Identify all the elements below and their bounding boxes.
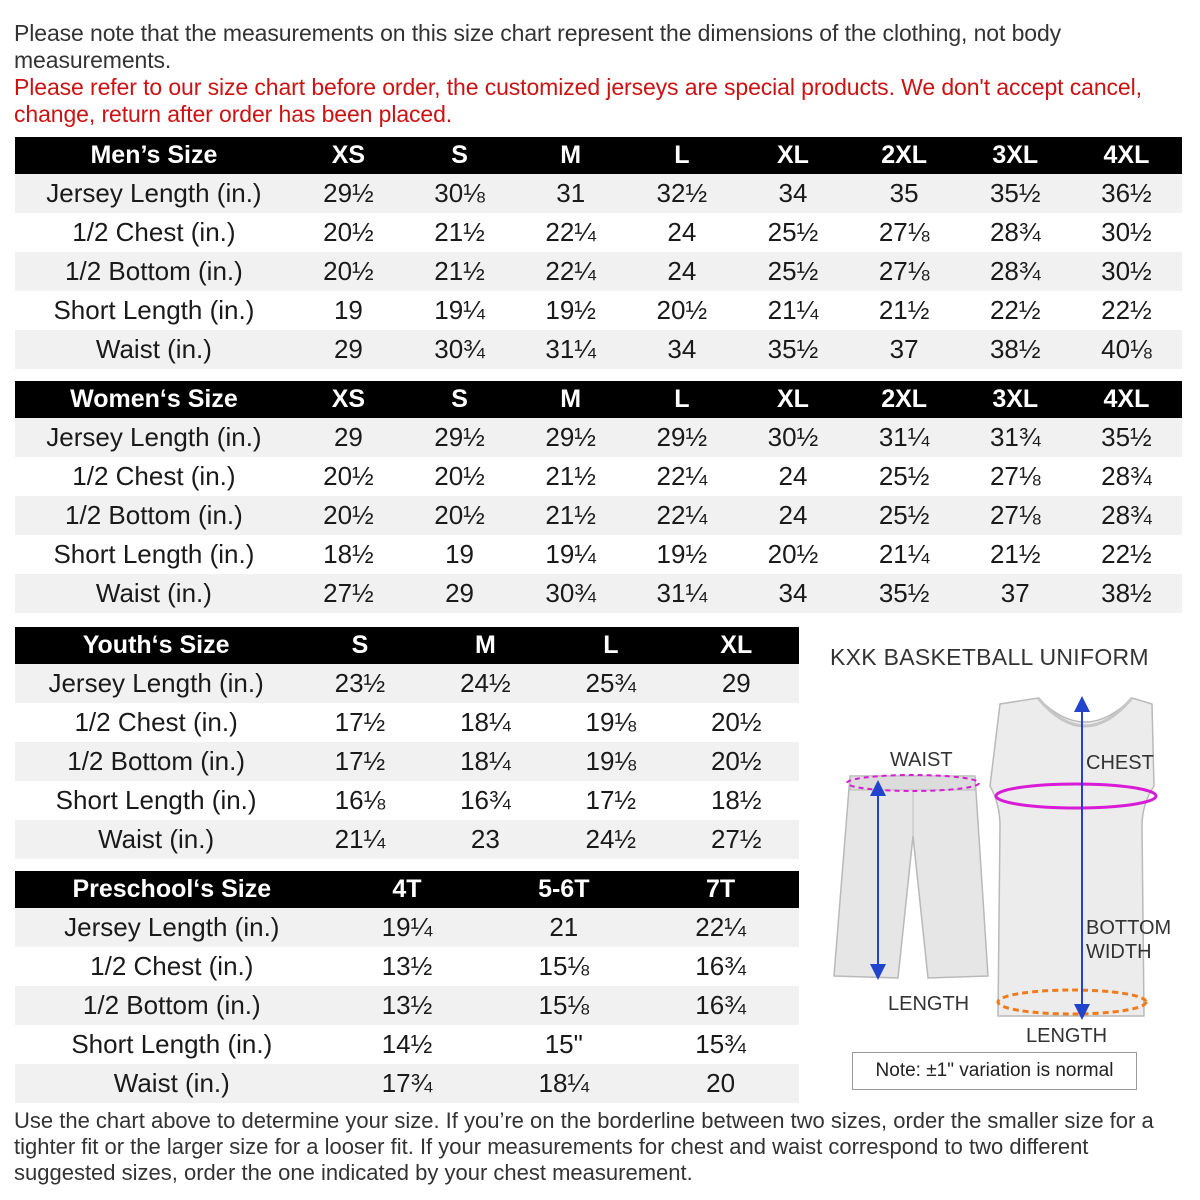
- measurement-value: 20½: [674, 742, 799, 781]
- table-row: [15, 947, 799, 986]
- measurement-value: 21: [485, 908, 642, 947]
- table-row: [15, 457, 1182, 496]
- measurement-value: 16¾: [423, 781, 548, 820]
- table-row: [15, 820, 799, 859]
- size-column-header: XS: [293, 381, 404, 418]
- measurement-value: 18¼: [485, 1064, 642, 1103]
- measurement-value: 18¼: [423, 703, 548, 742]
- measurement-value: 29½: [515, 418, 626, 457]
- measurement-value: 15⅛: [485, 947, 642, 986]
- measurement-value: 24½: [423, 664, 548, 703]
- size-column-header: XS: [293, 137, 404, 174]
- table-row: [15, 418, 1182, 457]
- size-column-header: S: [404, 137, 515, 174]
- measurement-value: 17½: [548, 781, 673, 820]
- measurement-value: 20½: [293, 213, 404, 252]
- measurement-value: 20½: [293, 252, 404, 291]
- measurement-label: Short Length (in.): [15, 781, 297, 820]
- measurement-value: 22¼: [515, 213, 626, 252]
- measurement-value: 18½: [293, 535, 404, 574]
- measurement-value: 25¾: [548, 664, 673, 703]
- size-column-header: 3XL: [960, 137, 1071, 174]
- size-column-header: 4T: [329, 871, 486, 908]
- measurement-value: 20: [642, 1064, 799, 1103]
- variation-note: Note: ±1" variation is normal: [852, 1052, 1137, 1090]
- size-category-header: Men’s Size: [15, 137, 293, 174]
- measurement-value: 36½: [1071, 174, 1182, 213]
- measurement-value: 27⅛: [849, 213, 960, 252]
- table-row: [15, 908, 799, 947]
- size-column-header: 4XL: [1071, 381, 1182, 418]
- size-column-header: XL: [674, 627, 799, 664]
- measurement-value: 18½: [674, 781, 799, 820]
- measurement-label: Waist (in.): [15, 820, 297, 859]
- measurement-value: 27½: [674, 820, 799, 859]
- bottom-width-label-line1: BOTTOM: [1086, 917, 1172, 939]
- table-row: [15, 1064, 799, 1103]
- uniform-title: KXK BASKETBALL UNIFORM: [830, 644, 1149, 670]
- measurement-value: 34: [626, 330, 737, 369]
- measurement-value: 20½: [737, 535, 848, 574]
- jersey-length-label: LENGTH: [1026, 1025, 1108, 1046]
- measurement-value: 19¼: [515, 535, 626, 574]
- measurement-value: 21¼: [849, 535, 960, 574]
- size-column-header: 7T: [642, 871, 799, 908]
- measurement-label: Waist (in.): [15, 330, 293, 369]
- measurement-value: 25½: [849, 496, 960, 535]
- table-row: [15, 664, 799, 703]
- measurement-value: 21½: [515, 496, 626, 535]
- measurement-label: Jersey Length (in.): [15, 664, 297, 703]
- measurement-value: 24: [626, 252, 737, 291]
- table-row: [15, 1025, 799, 1064]
- size-column-header: L: [626, 381, 737, 418]
- measurement-value: 19: [293, 291, 404, 330]
- table-row: [15, 174, 1182, 213]
- no-returns-warning: Please refer to our size chart before order, the customized jerseys are special products. We don't accept cancel, change, return after order has been placed.: [14, 74, 1142, 127]
- measurement-value: 20½: [293, 496, 404, 535]
- measurement-value: 19½: [515, 291, 626, 330]
- measurement-value: 35½: [849, 574, 960, 613]
- measurement-value: 28¾: [960, 252, 1071, 291]
- measurement-value: 13½: [329, 986, 486, 1025]
- size-column-header: L: [626, 137, 737, 174]
- measurement-label: 1/2 Bottom (in.): [15, 252, 293, 291]
- measurement-value: 16¾: [642, 986, 799, 1025]
- measurement-value: 25½: [737, 252, 848, 291]
- table-row: [15, 703, 799, 742]
- measurement-value: 20½: [626, 291, 737, 330]
- measurement-value: 29½: [293, 174, 404, 213]
- table-header-row: [15, 627, 799, 664]
- measurement-value: 20½: [674, 703, 799, 742]
- measurement-value: 15": [485, 1025, 642, 1064]
- measurement-value: 17½: [297, 742, 422, 781]
- measurement-label: 1/2 Bottom (in.): [15, 496, 293, 535]
- measurement-value: 35: [849, 174, 960, 213]
- measurement-value: 23: [423, 820, 548, 859]
- measurement-value: 27⅛: [849, 252, 960, 291]
- measurement-value: 30¾: [404, 330, 515, 369]
- measurement-label: Jersey Length (in.): [15, 418, 293, 457]
- youth-size-table: [15, 627, 799, 859]
- measurement-value: 19¼: [404, 291, 515, 330]
- measurement-value: 19½: [626, 535, 737, 574]
- women-size-table: [15, 381, 1182, 613]
- measurement-label: Short Length (in.): [15, 291, 293, 330]
- waist-label: WAIST: [890, 749, 953, 771]
- measurement-value: 35½: [737, 330, 848, 369]
- measurement-value: 15¾: [642, 1025, 799, 1064]
- measurement-label: 1/2 Chest (in.): [15, 947, 329, 986]
- measurement-value: 22¼: [626, 496, 737, 535]
- measurement-value: 14½: [329, 1025, 486, 1064]
- short-length-label: LENGTH: [888, 993, 970, 1015]
- measurement-value: 29½: [626, 418, 737, 457]
- measurement-value: 27½: [293, 574, 404, 613]
- size-column-header: S: [404, 381, 515, 418]
- measurement-value: 38½: [960, 330, 1071, 369]
- measurement-value: 31: [515, 174, 626, 213]
- measurement-value: 30½: [737, 418, 848, 457]
- measurement-value: 28¾: [1071, 457, 1182, 496]
- measurement-value: 28¾: [1071, 496, 1182, 535]
- measurement-value: 30¾: [515, 574, 626, 613]
- table-row: [15, 574, 1182, 613]
- measurement-value: 28¾: [960, 213, 1071, 252]
- size-column-header: S: [297, 627, 422, 664]
- measurement-value: 20½: [404, 457, 515, 496]
- size-column-header: M: [515, 137, 626, 174]
- measurement-value: 19: [404, 535, 515, 574]
- preschool-size-table: [15, 871, 799, 1103]
- measurement-value: 22½: [960, 291, 1071, 330]
- table-row: [15, 781, 799, 820]
- size-column-header: 4XL: [1071, 137, 1182, 174]
- measurement-value: 30½: [1071, 252, 1182, 291]
- table-row: [15, 496, 1182, 535]
- size-column-header: 3XL: [960, 381, 1071, 418]
- measurement-value: 29: [293, 330, 404, 369]
- shorts-illustration: [834, 776, 988, 978]
- measurement-value: 37: [960, 574, 1071, 613]
- measurement-value: 22½: [1071, 535, 1182, 574]
- men-size-table: [15, 137, 1182, 369]
- measurement-value: 35½: [960, 174, 1071, 213]
- measurement-value: 30½: [1071, 213, 1182, 252]
- size-column-header: M: [423, 627, 548, 664]
- measurement-value: 20½: [404, 496, 515, 535]
- measurement-value: 25½: [737, 213, 848, 252]
- measurement-value: 21½: [404, 213, 515, 252]
- measurement-value: 35½: [1071, 418, 1182, 457]
- clothing-dimensions-note: Please note that the measurements on this size chart represent the dimensions of the clothing, not body measurements.: [14, 20, 1062, 73]
- uniform-diagram-panel: [820, 636, 1190, 1096]
- size-column-header: XL: [737, 137, 848, 174]
- measurement-value: 19¼: [329, 908, 486, 947]
- table-row: [15, 252, 1182, 291]
- measurement-value: 22¼: [642, 908, 799, 947]
- size-column-header: XL: [737, 381, 848, 418]
- measurement-label: Jersey Length (in.): [15, 908, 329, 947]
- table-row: [15, 986, 799, 1025]
- measurement-label: Waist (in.): [15, 1064, 329, 1103]
- measurement-value: 34: [737, 174, 848, 213]
- measurement-value: 38½: [1071, 574, 1182, 613]
- measurement-value: 21½: [515, 457, 626, 496]
- size-category-header: Women‘s Size: [15, 381, 293, 418]
- measurement-label: Waist (in.): [15, 574, 293, 613]
- measurement-value: 37: [849, 330, 960, 369]
- measurement-label: Jersey Length (in.): [15, 174, 293, 213]
- measurement-label: Short Length (in.): [15, 535, 293, 574]
- size-column-header: 5-6T: [485, 871, 642, 908]
- measurement-value: 27⅛: [960, 457, 1071, 496]
- table-row: [15, 291, 1182, 330]
- measurement-value: 19⅛: [548, 742, 673, 781]
- measurement-value: 27⅛: [960, 496, 1071, 535]
- measurement-label: 1/2 Bottom (in.): [15, 986, 329, 1025]
- table-row: [15, 535, 1182, 574]
- size-column-header: L: [548, 627, 673, 664]
- measurement-value: 29: [293, 418, 404, 457]
- table-header-row: [15, 871, 799, 908]
- size-guidance-text: Use the chart above to determine your size. If you’re on the borderline between two sizes, order the smaller size for a tighter fit or the larger size for a looser fit. If your measurements for chest and waist correspond to two different suggested sizes, order the one indicated by your chest measurement.: [14, 1108, 1154, 1185]
- measurement-value: 16¾: [642, 947, 799, 986]
- measurement-value: 13½: [329, 947, 486, 986]
- table-row: [15, 213, 1182, 252]
- measurement-value: 21½: [404, 252, 515, 291]
- size-column-header: 2XL: [849, 137, 960, 174]
- measurement-value: 32½: [626, 174, 737, 213]
- measurement-label: 1/2 Bottom (in.): [15, 742, 297, 781]
- measurement-value: 21½: [960, 535, 1071, 574]
- measurement-value: 29½: [404, 418, 515, 457]
- measurement-value: 31¼: [849, 418, 960, 457]
- chest-label: CHEST: [1086, 752, 1154, 774]
- measurement-value: 21¼: [297, 820, 422, 859]
- measurement-value: 21¼: [737, 291, 848, 330]
- measurement-value: 22¼: [626, 457, 737, 496]
- measurement-value: 24½: [548, 820, 673, 859]
- measurement-value: 24: [737, 496, 848, 535]
- measurement-value: 31¼: [515, 330, 626, 369]
- measurement-value: 30⅛: [404, 174, 515, 213]
- table-header-row: [15, 137, 1182, 174]
- measurement-value: 15⅛: [485, 986, 642, 1025]
- measurement-value: 22¼: [515, 252, 626, 291]
- measurement-label: 1/2 Chest (in.): [15, 457, 293, 496]
- measurement-value: 34: [737, 574, 848, 613]
- measurement-value: 29: [404, 574, 515, 613]
- measurement-value: 20½: [293, 457, 404, 496]
- measurement-value: 17½: [297, 703, 422, 742]
- size-category-header: Youth‘s Size: [15, 627, 297, 664]
- table-header-row: [15, 381, 1182, 418]
- measurement-value: 18¼: [423, 742, 548, 781]
- uniform-illustration: [820, 676, 1190, 1046]
- measurement-label: 1/2 Chest (in.): [15, 703, 297, 742]
- measurement-label: 1/2 Chest (in.): [15, 213, 293, 252]
- measurement-value: 40⅛: [1071, 330, 1182, 369]
- measurement-value: 21½: [849, 291, 960, 330]
- measurement-value: 24: [737, 457, 848, 496]
- measurement-value: 29: [674, 664, 799, 703]
- measurement-value: 22½: [1071, 291, 1182, 330]
- measurement-value: 17¾: [329, 1064, 486, 1103]
- size-column-header: 2XL: [849, 381, 960, 418]
- measurement-value: 31¾: [960, 418, 1071, 457]
- measurement-value: 25½: [849, 457, 960, 496]
- size-column-header: M: [515, 381, 626, 418]
- measurement-label: Short Length (in.): [15, 1025, 329, 1064]
- table-row: [15, 742, 799, 781]
- bottom-width-label-line2: WIDTH: [1086, 941, 1152, 963]
- measurement-value: 23½: [297, 664, 422, 703]
- jersey-illustration: [990, 698, 1154, 1016]
- measurement-value: 16⅛: [297, 781, 422, 820]
- table-row: [15, 330, 1182, 369]
- measurement-value: 24: [626, 213, 737, 252]
- size-category-header: Preschool‘s Size: [15, 871, 329, 908]
- measurement-value: 31¼: [626, 574, 737, 613]
- measurement-value: 19⅛: [548, 703, 673, 742]
